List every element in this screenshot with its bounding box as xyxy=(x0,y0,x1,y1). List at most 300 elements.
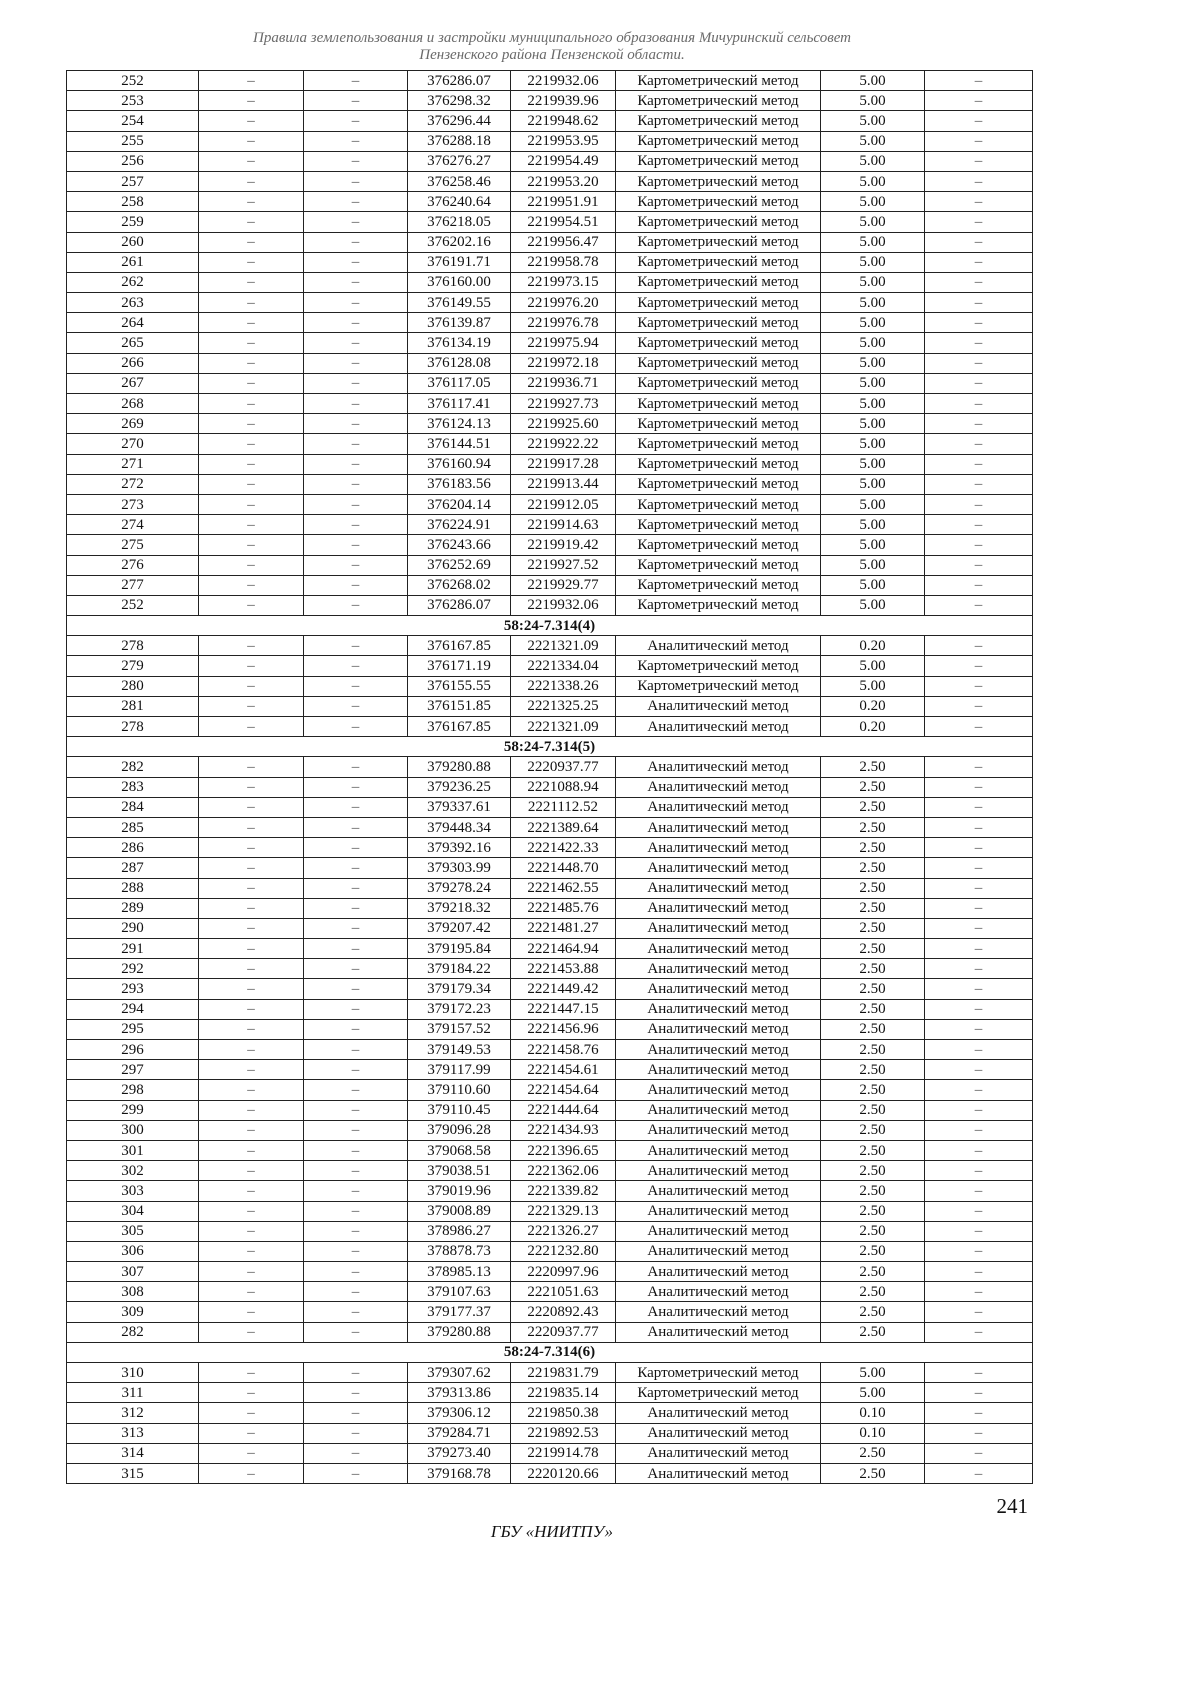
col3-cell: – xyxy=(304,515,408,535)
point-number-cell: 271 xyxy=(67,454,199,474)
method-cell: Аналитический метод xyxy=(616,1241,821,1261)
col8-cell: – xyxy=(925,1302,1033,1322)
point-number-cell: 296 xyxy=(67,1040,199,1060)
x-coordinate-cell: 379177.37 xyxy=(408,1302,511,1322)
accuracy-cell: 5.00 xyxy=(821,252,925,272)
y-coordinate-cell: 2220937.77 xyxy=(511,1322,616,1342)
x-coordinate-cell: 376171.19 xyxy=(408,656,511,676)
x-coordinate-cell: 376276.27 xyxy=(408,151,511,171)
point-number-cell: 277 xyxy=(67,575,199,595)
accuracy-cell: 5.00 xyxy=(821,111,925,131)
y-coordinate-cell: 2219954.51 xyxy=(511,212,616,232)
col3-cell: – xyxy=(304,817,408,837)
col8-cell: – xyxy=(925,535,1033,555)
col8-cell: – xyxy=(925,1241,1033,1261)
col2-cell: – xyxy=(199,71,304,91)
method-cell: Аналитический метод xyxy=(616,1060,821,1080)
y-coordinate-cell: 2219975.94 xyxy=(511,333,616,353)
col2-cell: – xyxy=(199,111,304,131)
col2-cell: – xyxy=(199,535,304,555)
method-cell: Аналитический метод xyxy=(616,1201,821,1221)
accuracy-cell: 2.50 xyxy=(821,999,925,1019)
col8-cell: – xyxy=(925,817,1033,837)
y-coordinate-cell: 2221339.82 xyxy=(511,1181,616,1201)
col8-cell: – xyxy=(925,1221,1033,1241)
col2-cell: – xyxy=(199,1040,304,1060)
method-cell: Аналитический метод xyxy=(616,1100,821,1120)
x-coordinate-cell: 376167.85 xyxy=(408,636,511,656)
accuracy-cell: 5.00 xyxy=(821,494,925,514)
table-row xyxy=(67,111,1033,131)
col8-cell: – xyxy=(925,1383,1033,1403)
point-number-cell: 282 xyxy=(67,1322,199,1342)
col3-cell: – xyxy=(304,474,408,494)
table-row xyxy=(67,1019,1033,1039)
accuracy-cell: 5.00 xyxy=(821,232,925,252)
method-cell: Аналитический метод xyxy=(616,1080,821,1100)
y-coordinate-cell: 2221447.15 xyxy=(511,999,616,1019)
accuracy-cell: 2.50 xyxy=(821,777,925,797)
x-coordinate-cell: 378986.27 xyxy=(408,1221,511,1241)
table-row xyxy=(67,414,1033,434)
col2-cell: – xyxy=(199,838,304,858)
coordinates-table xyxy=(66,70,1033,1484)
section-title: 58:24-7.314(4) xyxy=(67,616,1033,636)
header-line-1: Правила землепользования и застройки муниципального образования Мичуринский сельсовет xyxy=(252,30,851,46)
table-row xyxy=(67,373,1033,393)
col8-cell: – xyxy=(925,939,1033,959)
accuracy-cell: 5.00 xyxy=(821,434,925,454)
accuracy-cell: 2.50 xyxy=(821,858,925,878)
y-coordinate-cell: 2219973.15 xyxy=(511,272,616,292)
method-cell: Картометрический метод xyxy=(616,252,821,272)
x-coordinate-cell: 379068.58 xyxy=(408,1140,511,1160)
point-number-cell: 282 xyxy=(67,757,199,777)
table-row xyxy=(67,999,1033,1019)
x-coordinate-cell: 379168.78 xyxy=(408,1463,511,1483)
col3-cell: – xyxy=(304,212,408,232)
x-coordinate-cell: 376252.69 xyxy=(408,555,511,575)
y-coordinate-cell: 2221485.76 xyxy=(511,898,616,918)
table-row xyxy=(67,1040,1033,1060)
table-row xyxy=(67,1060,1033,1080)
x-coordinate-cell: 376149.55 xyxy=(408,293,511,313)
accuracy-cell: 5.00 xyxy=(821,313,925,333)
y-coordinate-cell: 2220937.77 xyxy=(511,757,616,777)
col3-cell: – xyxy=(304,1282,408,1302)
col3-cell: – xyxy=(304,1423,408,1443)
y-coordinate-cell: 2221453.88 xyxy=(511,959,616,979)
accuracy-cell: 5.00 xyxy=(821,575,925,595)
col8-cell: – xyxy=(925,111,1033,131)
col2-cell: – xyxy=(199,333,304,353)
col2-cell: – xyxy=(199,898,304,918)
y-coordinate-cell: 2221462.55 xyxy=(511,878,616,898)
col8-cell: – xyxy=(925,1463,1033,1483)
point-number-cell: 279 xyxy=(67,656,199,676)
x-coordinate-cell: 376160.94 xyxy=(408,454,511,474)
col8-cell: – xyxy=(925,293,1033,313)
col2-cell: – xyxy=(199,1403,304,1423)
method-cell: Аналитический метод xyxy=(616,898,821,918)
method-cell: Аналитический метод xyxy=(616,817,821,837)
y-coordinate-cell: 2219972.18 xyxy=(511,353,616,373)
point-number-cell: 284 xyxy=(67,797,199,817)
col8-cell: – xyxy=(925,192,1033,212)
accuracy-cell: 5.00 xyxy=(821,676,925,696)
table-row xyxy=(67,91,1033,111)
x-coordinate-cell: 376298.32 xyxy=(408,91,511,111)
point-number-cell: 287 xyxy=(67,858,199,878)
point-number-cell: 293 xyxy=(67,979,199,999)
col3-cell: – xyxy=(304,1322,408,1342)
accuracy-cell: 2.50 xyxy=(821,1241,925,1261)
col8-cell: – xyxy=(925,1060,1033,1080)
table-row xyxy=(67,1443,1033,1463)
table-row xyxy=(67,1262,1033,1282)
table-row xyxy=(67,1080,1033,1100)
x-coordinate-cell: 376258.46 xyxy=(408,171,511,191)
accuracy-cell: 2.50 xyxy=(821,1302,925,1322)
accuracy-cell: 5.00 xyxy=(821,131,925,151)
x-coordinate-cell: 376134.19 xyxy=(408,333,511,353)
accuracy-cell: 0.20 xyxy=(821,696,925,716)
point-number-cell: 264 xyxy=(67,313,199,333)
col8-cell: – xyxy=(925,656,1033,676)
x-coordinate-cell: 379172.23 xyxy=(408,999,511,1019)
col3-cell: – xyxy=(304,1302,408,1322)
col3-cell: – xyxy=(304,1241,408,1261)
col8-cell: – xyxy=(925,878,1033,898)
x-coordinate-cell: 376268.02 xyxy=(408,575,511,595)
method-cell: Аналитический метод xyxy=(616,1423,821,1443)
col2-cell: – xyxy=(199,757,304,777)
table-row xyxy=(67,1201,1033,1221)
table-row xyxy=(67,817,1033,837)
col2-cell: – xyxy=(199,434,304,454)
table-row xyxy=(67,575,1033,595)
y-coordinate-cell: 2221481.27 xyxy=(511,918,616,938)
point-number-cell: 303 xyxy=(67,1181,199,1201)
point-number-cell: 307 xyxy=(67,1262,199,1282)
point-number-cell: 265 xyxy=(67,333,199,353)
method-cell: Аналитический метод xyxy=(616,858,821,878)
method-cell: Картометрический метод xyxy=(616,394,821,414)
y-coordinate-cell: 2219831.79 xyxy=(511,1363,616,1383)
y-coordinate-cell: 2221396.65 xyxy=(511,1140,616,1160)
point-number-cell: 295 xyxy=(67,1019,199,1039)
col8-cell: – xyxy=(925,898,1033,918)
table-row xyxy=(67,797,1033,817)
col2-cell: – xyxy=(199,555,304,575)
col3-cell: – xyxy=(304,313,408,333)
method-cell: Картометрический метод xyxy=(616,494,821,514)
col8-cell: – xyxy=(925,959,1033,979)
section-header-row xyxy=(67,1342,1033,1362)
table-row xyxy=(67,696,1033,716)
y-coordinate-cell: 2219954.49 xyxy=(511,151,616,171)
method-cell: Картометрический метод xyxy=(616,111,821,131)
table-row xyxy=(67,878,1033,898)
y-coordinate-cell: 2219939.96 xyxy=(511,91,616,111)
col8-cell: – xyxy=(925,1040,1033,1060)
col8-cell: – xyxy=(925,858,1033,878)
accuracy-cell: 2.50 xyxy=(821,1100,925,1120)
y-coordinate-cell: 2219932.06 xyxy=(511,71,616,91)
accuracy-cell: 5.00 xyxy=(821,151,925,171)
point-number-cell: 268 xyxy=(67,394,199,414)
method-cell: Картометрический метод xyxy=(616,414,821,434)
section-title: 58:24-7.314(5) xyxy=(67,737,1033,757)
method-cell: Картометрический метод xyxy=(616,1383,821,1403)
table-row xyxy=(67,979,1033,999)
col2-cell: – xyxy=(199,91,304,111)
y-coordinate-cell: 2221329.13 xyxy=(511,1201,616,1221)
method-cell: Картометрический метод xyxy=(616,656,821,676)
y-coordinate-cell: 2220120.66 xyxy=(511,1463,616,1483)
col8-cell: – xyxy=(925,313,1033,333)
col8-cell: – xyxy=(925,595,1033,615)
table-row xyxy=(67,232,1033,252)
col3-cell: – xyxy=(304,1363,408,1383)
point-number-cell: 290 xyxy=(67,918,199,938)
col3-cell: – xyxy=(304,454,408,474)
table-row xyxy=(67,272,1033,292)
accuracy-cell: 5.00 xyxy=(821,414,925,434)
col2-cell: – xyxy=(199,999,304,1019)
method-cell: Картометрический метод xyxy=(616,1363,821,1383)
point-number-cell: 301 xyxy=(67,1140,199,1160)
col2-cell: – xyxy=(199,1080,304,1100)
col2-cell: – xyxy=(199,1262,304,1282)
method-cell: Аналитический метод xyxy=(616,1181,821,1201)
col8-cell: – xyxy=(925,494,1033,514)
y-coordinate-cell: 2219922.22 xyxy=(511,434,616,454)
col2-cell: – xyxy=(199,656,304,676)
col8-cell: – xyxy=(925,717,1033,737)
method-cell: Картометрический метод xyxy=(616,171,821,191)
x-coordinate-cell: 379038.51 xyxy=(408,1161,511,1181)
col2-cell: – xyxy=(199,151,304,171)
table-row xyxy=(67,1363,1033,1383)
x-coordinate-cell: 379195.84 xyxy=(408,939,511,959)
table-row xyxy=(67,676,1033,696)
table-row xyxy=(67,1322,1033,1342)
x-coordinate-cell: 376286.07 xyxy=(408,71,511,91)
point-number-cell: 309 xyxy=(67,1302,199,1322)
accuracy-cell: 5.00 xyxy=(821,1383,925,1403)
y-coordinate-cell: 2219892.53 xyxy=(511,1423,616,1443)
col3-cell: – xyxy=(304,71,408,91)
x-coordinate-cell: 376218.05 xyxy=(408,212,511,232)
table-row xyxy=(67,313,1033,333)
table-row xyxy=(67,636,1033,656)
col8-cell: – xyxy=(925,272,1033,292)
col2-cell: – xyxy=(199,777,304,797)
col3-cell: – xyxy=(304,696,408,716)
accuracy-cell: 2.50 xyxy=(821,1262,925,1282)
point-number-cell: 294 xyxy=(67,999,199,1019)
x-coordinate-cell: 379207.42 xyxy=(408,918,511,938)
accuracy-cell: 2.50 xyxy=(821,1060,925,1080)
table-row xyxy=(67,1120,1033,1140)
x-coordinate-cell: 376151.85 xyxy=(408,696,511,716)
col8-cell: – xyxy=(925,1423,1033,1443)
accuracy-cell: 0.10 xyxy=(821,1423,925,1443)
y-coordinate-cell: 2219948.62 xyxy=(511,111,616,131)
method-cell: Аналитический метод xyxy=(616,1161,821,1181)
x-coordinate-cell: 379448.34 xyxy=(408,817,511,837)
table-row xyxy=(67,394,1033,414)
y-coordinate-cell: 2221454.61 xyxy=(511,1060,616,1080)
x-coordinate-cell: 379303.99 xyxy=(408,858,511,878)
accuracy-cell: 2.50 xyxy=(821,898,925,918)
col3-cell: – xyxy=(304,394,408,414)
y-coordinate-cell: 2219919.42 xyxy=(511,535,616,555)
col2-cell: – xyxy=(199,171,304,191)
col3-cell: – xyxy=(304,555,408,575)
col3-cell: – xyxy=(304,535,408,555)
col2-cell: – xyxy=(199,717,304,737)
accuracy-cell: 5.00 xyxy=(821,171,925,191)
col2-cell: – xyxy=(199,676,304,696)
x-coordinate-cell: 379149.53 xyxy=(408,1040,511,1060)
point-number-cell: 305 xyxy=(67,1221,199,1241)
col2-cell: – xyxy=(199,212,304,232)
y-coordinate-cell: 2221325.25 xyxy=(511,696,616,716)
col2-cell: – xyxy=(199,414,304,434)
point-number-cell: 267 xyxy=(67,373,199,393)
x-coordinate-cell: 376243.66 xyxy=(408,535,511,555)
col3-cell: – xyxy=(304,979,408,999)
x-coordinate-cell: 379337.61 xyxy=(408,797,511,817)
y-coordinate-cell: 2221326.27 xyxy=(511,1221,616,1241)
table-row xyxy=(67,1221,1033,1241)
y-coordinate-cell: 2219913.44 xyxy=(511,474,616,494)
table-row xyxy=(67,1463,1033,1483)
y-coordinate-cell: 2221422.33 xyxy=(511,838,616,858)
y-coordinate-cell: 2219976.78 xyxy=(511,313,616,333)
x-coordinate-cell: 379184.22 xyxy=(408,959,511,979)
col8-cell: – xyxy=(925,696,1033,716)
method-cell: Аналитический метод xyxy=(616,636,821,656)
table-row xyxy=(67,494,1033,514)
col2-cell: – xyxy=(199,1383,304,1403)
accuracy-cell: 5.00 xyxy=(821,212,925,232)
y-coordinate-cell: 2219912.05 xyxy=(511,494,616,514)
col8-cell: – xyxy=(925,1363,1033,1383)
point-number-cell: 297 xyxy=(67,1060,199,1080)
point-number-cell: 291 xyxy=(67,939,199,959)
x-coordinate-cell: 376191.71 xyxy=(408,252,511,272)
point-number-cell: 278 xyxy=(67,717,199,737)
col8-cell: – xyxy=(925,1443,1033,1463)
method-cell: Аналитический метод xyxy=(616,1403,821,1423)
accuracy-cell: 0.10 xyxy=(821,1403,925,1423)
method-cell: Аналитический метод xyxy=(616,1140,821,1160)
x-coordinate-cell: 379280.88 xyxy=(408,757,511,777)
accuracy-cell: 5.00 xyxy=(821,394,925,414)
point-number-cell: 276 xyxy=(67,555,199,575)
method-cell: Картометрический метод xyxy=(616,535,821,555)
table-row xyxy=(67,434,1033,454)
col8-cell: – xyxy=(925,797,1033,817)
col2-cell: – xyxy=(199,272,304,292)
accuracy-cell: 2.50 xyxy=(821,1080,925,1100)
col2-cell: – xyxy=(199,575,304,595)
col2-cell: – xyxy=(199,939,304,959)
col8-cell: – xyxy=(925,999,1033,1019)
col2-cell: – xyxy=(199,817,304,837)
table-row xyxy=(67,595,1033,615)
col8-cell: – xyxy=(925,474,1033,494)
table-row xyxy=(67,1403,1033,1423)
method-cell: Аналитический метод xyxy=(616,1282,821,1302)
col3-cell: – xyxy=(304,1443,408,1463)
table-row xyxy=(67,252,1033,272)
point-number-cell: 255 xyxy=(67,131,199,151)
accuracy-cell: 5.00 xyxy=(821,71,925,91)
col3-cell: – xyxy=(304,272,408,292)
point-number-cell: 269 xyxy=(67,414,199,434)
table-row xyxy=(67,474,1033,494)
x-coordinate-cell: 376296.44 xyxy=(408,111,511,131)
col2-cell: – xyxy=(199,636,304,656)
y-coordinate-cell: 2219927.52 xyxy=(511,555,616,575)
y-coordinate-cell: 2221444.64 xyxy=(511,1100,616,1120)
accuracy-cell: 2.50 xyxy=(821,1443,925,1463)
page-number: 241 xyxy=(996,1494,1028,1518)
y-coordinate-cell: 2221389.64 xyxy=(511,817,616,837)
x-coordinate-cell: 379096.28 xyxy=(408,1120,511,1140)
x-coordinate-cell: 379236.25 xyxy=(408,777,511,797)
accuracy-cell: 2.50 xyxy=(821,1201,925,1221)
y-coordinate-cell: 2219956.47 xyxy=(511,232,616,252)
method-cell: Картометрический метод xyxy=(616,192,821,212)
point-number-cell: 300 xyxy=(67,1120,199,1140)
col8-cell: – xyxy=(925,676,1033,696)
col8-cell: – xyxy=(925,515,1033,535)
col3-cell: – xyxy=(304,434,408,454)
col3-cell: – xyxy=(304,999,408,1019)
method-cell: Аналитический метод xyxy=(616,1262,821,1282)
table-row xyxy=(67,1140,1033,1160)
accuracy-cell: 5.00 xyxy=(821,535,925,555)
table-row xyxy=(67,717,1033,737)
col8-cell: – xyxy=(925,414,1033,434)
method-cell: Аналитический метод xyxy=(616,939,821,959)
point-number-cell: 306 xyxy=(67,1241,199,1261)
x-coordinate-cell: 379110.45 xyxy=(408,1100,511,1120)
col8-cell: – xyxy=(925,131,1033,151)
col3-cell: – xyxy=(304,1019,408,1039)
y-coordinate-cell: 2221456.96 xyxy=(511,1019,616,1039)
col2-cell: – xyxy=(199,696,304,716)
accuracy-cell: 2.50 xyxy=(821,1221,925,1241)
col8-cell: – xyxy=(925,1322,1033,1342)
col2-cell: – xyxy=(199,293,304,313)
point-number-cell: 304 xyxy=(67,1201,199,1221)
y-coordinate-cell: 2219953.20 xyxy=(511,171,616,191)
point-number-cell: 289 xyxy=(67,898,199,918)
point-number-cell: 288 xyxy=(67,878,199,898)
col3-cell: – xyxy=(304,959,408,979)
y-coordinate-cell: 2219929.77 xyxy=(511,575,616,595)
table-row xyxy=(67,212,1033,232)
x-coordinate-cell: 376183.56 xyxy=(408,474,511,494)
method-cell: Картометрический метод xyxy=(616,131,821,151)
point-number-cell: 311 xyxy=(67,1383,199,1403)
